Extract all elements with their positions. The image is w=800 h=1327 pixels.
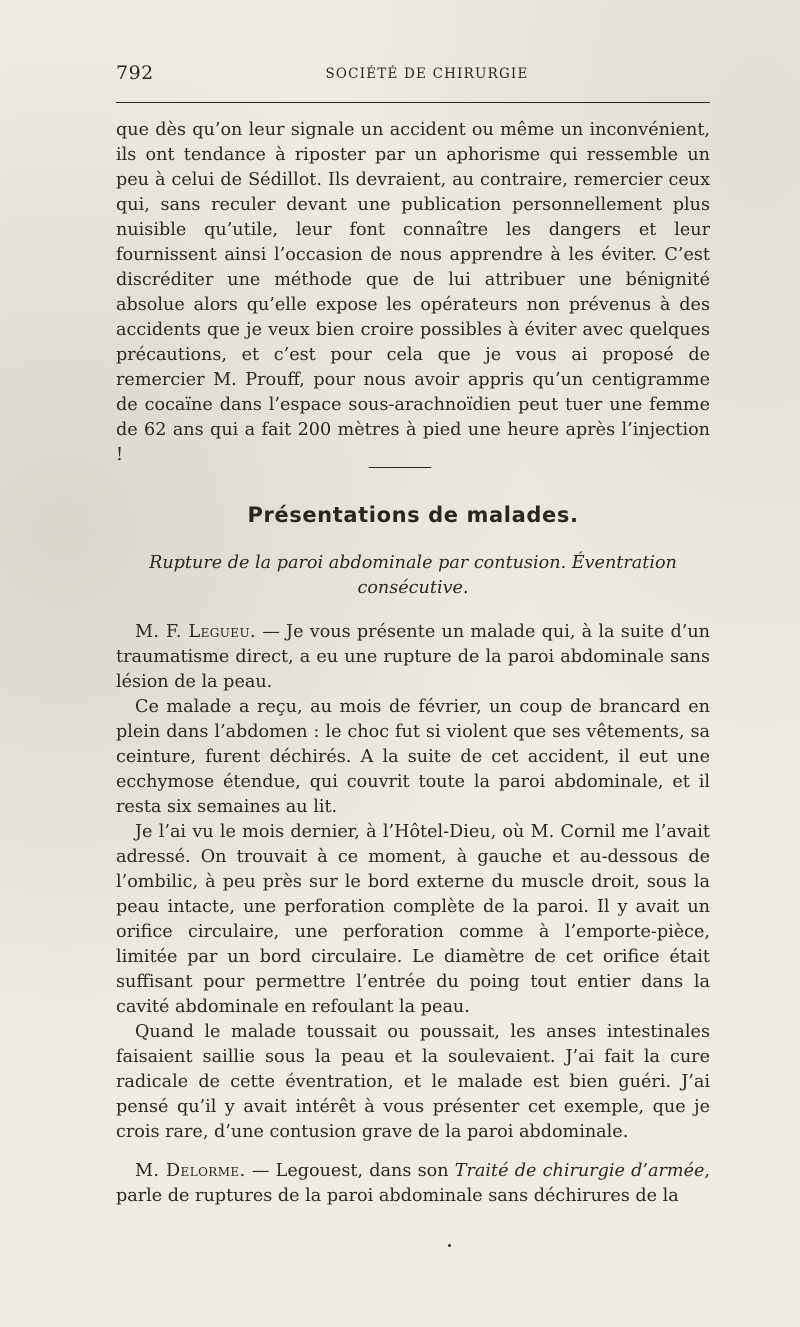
book-title: Traité de chirurgie d’armée: [454, 1161, 705, 1181]
presentation-body: [116, 620, 710, 1209]
continued-text: [116, 118, 710, 468]
page-number: 792: [116, 62, 154, 84]
legueu-paragraph-1: [116, 620, 710, 695]
delorme-paragraph: [116, 1159, 710, 1209]
article-subtitle: Rupture de la paroi abdominale par contusion. Éventration consécutive.: [149, 553, 677, 598]
delorme-rest: , parle de ruptures de la paroi abdominale sans déchirures de la: [116, 1161, 710, 1206]
speaker-delorme: M. Delorme.: [135, 1161, 246, 1181]
section-title: Présentations de malades.: [247, 503, 579, 527]
running-head: SOCIÉTÉ DE CHIRURGIE: [325, 66, 529, 82]
print-speck: [448, 1244, 451, 1247]
legueu-paragraph-4: Quand le malade toussait ou poussait, les anses intestinales faisaient saillie sous la peau et la soulevaient. J’ai fait la cure radicale de cette éventration, et le malade est bien guéri. J’ai pensé qu’il y avait intérêt à vous présenter cet exemple, que je crois rare, d’une contusion grave de la paroi abdominale.: [116, 1022, 710, 1142]
section-divider: [369, 467, 431, 468]
legueu-paragraph-3: Je l’ai vu le mois dernier, à l’Hôtel-Dieu, où M. Cornil me l’avait adressé. On trouvait à ce moment, à gauche et au-dessous de l’ombilic, à peu près sur le bord externe du muscle droit, sous la peau intacte, une perforation complète de la paroi. Il y avait un orifice circulaire, une perforation comme à l’emporte-pièce, limitée par un bord circulaire. Le diamètre de cet orifice était suffisant pour permettre l’entrée du poing tout entier dans la cavité abdominale en refoulant la peau.: [116, 822, 710, 1017]
legueu-paragraph-2: Ce malade a reçu, au mois de février, un coup de brancard en plein dans l’abdomen : le choc fut si violent que ses vêtements, sa ceinture, furent déchirés. A la suite de cet accident, il eut une ecchymose étendue, qui couvrit toute la paroi abdominale, et il resta six semaines au lit.: [116, 697, 710, 817]
header-rule: [116, 102, 710, 103]
page-header: [116, 62, 710, 88]
continued-paragraph: que dès qu’on leur signale un accident ou même un inconvénient, ils ont tendance à riposter par un aphorisme qui ressemble un peu à celui de Sédillot. Ils devraient, au contraire, remercier ceux qui, sans reculer devant une publication personnellement plus nuisible qu’utile, leur font connaître les dangers et leur fournissent ainsi l’occasion de nous apprendre à les éviter. C’est discréditer une méthode que de lui attribuer une bénignité absolue alors qu’elle expose les opérateurs non prévenus à des accidents que je veux bien croire possibles à éviter avec quelques précautions, et c’est pour cela que je vous ai proposé de remercier M. Prouff, pour nous avoir appris qu’un centigramme de cocaïne dans l’espace sous-arachnoïdien peut tuer une femme de 62 ans qui a fait 200 mètres à pied une heure après l’injection !: [116, 120, 710, 465]
legueu-paragraph-1-text: — Je vous présente un malade qui, à la suite d’un traumatisme direct, a eu une rupture de la paroi abdominale sans lésion de la peau.: [116, 622, 710, 692]
paragraph-gap: [116, 1145, 710, 1159]
delorme-intro: — Legouest, dans son: [245, 1161, 455, 1181]
speaker-legueu: M. F. Legueu.: [135, 622, 256, 642]
